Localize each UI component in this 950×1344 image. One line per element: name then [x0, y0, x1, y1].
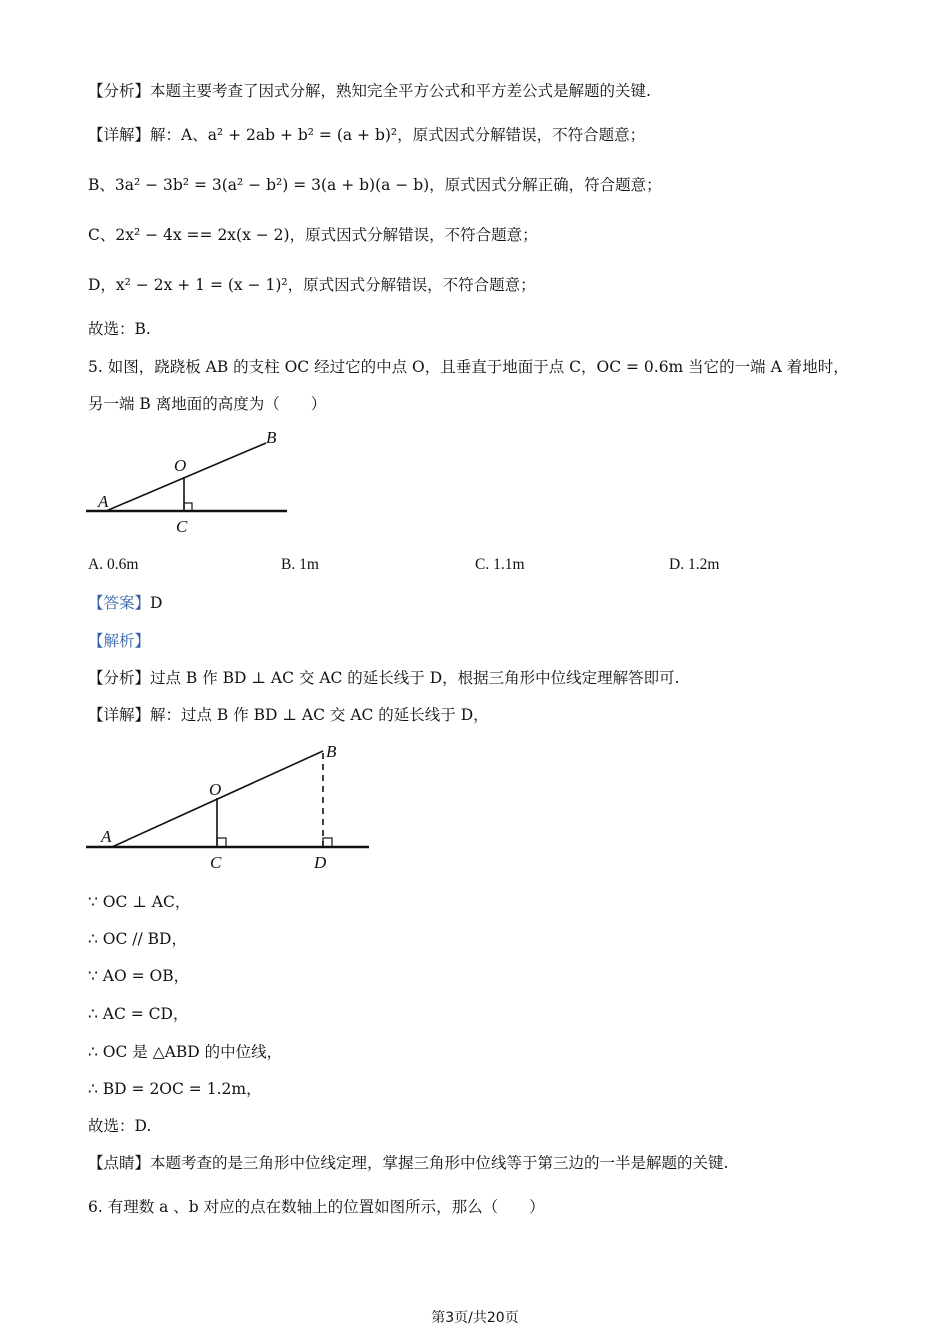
q5-detail: 【详解】解：过点 B 作 BD ⊥ AC 交 AC 的延长线于 D，	[88, 706, 489, 724]
q4-analysis: 【分析】本题主要考查了因式分解，熟知完全平方公式和平方差公式是解题的关键.	[88, 82, 651, 100]
q4-detail-a: 【详解】解：A、a² + 2ab + b² = (a + b)²，原式因式分解错误，不符合题意；	[88, 126, 646, 144]
label-c: C	[176, 517, 188, 536]
label-o: O	[174, 456, 187, 475]
option-a: A. 0.6m	[88, 556, 139, 573]
label-c: C	[210, 853, 222, 872]
q4-choice: 故选：B.	[88, 320, 151, 338]
step-5: ∴ OC 是 △ABD 的中位线，	[88, 1043, 283, 1061]
option-b: B. 1m	[281, 556, 319, 573]
label-o: O	[209, 780, 222, 799]
q5-stem-2: 另一端 B 离地面的高度为（ ）	[88, 395, 327, 413]
label-b: B	[266, 428, 277, 447]
label-a: A	[101, 827, 112, 846]
right-angle-mark-c	[217, 838, 226, 847]
answer-tag: 【答案】	[88, 594, 151, 612]
page-footer: 第3页/共20页	[431, 1310, 519, 1326]
q6-stem: 6. 有理数 a 、b 对应的点在数轴上的位置如图所示，那么（ ）	[88, 1198, 545, 1216]
q4-line-d: D，x² − 2x + 1 = (x − 1)²，原式因式分解错误，不符合题意；	[88, 276, 536, 294]
q4-line-c: C、2x² − 4x == 2x(x − 2)，原式因式分解错误，不符合题意；	[88, 226, 538, 244]
q5-answer-line	[88, 592, 162, 614]
q5-stem-1: 5. 如图，跷跷板 AB 的支柱 OC 经过它的中点 O，且垂直于地面于点 C，OC = 0.6m 当它的一端 A 着地时，	[88, 358, 849, 376]
step-6: ∴ BD = 2OC = 1.2m，	[88, 1080, 262, 1098]
step-2: ∴ OC // BD，	[88, 930, 187, 948]
q5-comment: 【点睛】本题考查的是三角形中位线定理，掌握三角形中位线等于第三边的一半是解题的关键.	[88, 1154, 729, 1172]
seesaw-board	[106, 443, 266, 511]
solution-figure	[80, 735, 380, 875]
step-4: ∴ AC = CD，	[88, 1005, 189, 1023]
label-d: D	[314, 853, 327, 872]
label-a: A	[98, 492, 109, 511]
answer-value: D	[150, 594, 163, 612]
step-1: ∵ OC ⊥ AC，	[88, 893, 191, 911]
q4-line-b: B、3a² − 3b² = 3(a² − b²) = 3(a + b)(a − b)，原式因式分解正确，符合题意；	[88, 176, 662, 194]
step-3: ∵ AO = OB，	[88, 967, 190, 985]
option-d: D. 1.2m	[669, 556, 720, 573]
right-angle-mark-d	[323, 838, 332, 847]
q5-jiexi-tag: 【解析】	[88, 632, 151, 650]
label-b: B	[326, 742, 337, 761]
q5-choice: 故选：D.	[88, 1117, 152, 1135]
q5-analysis: 【分析】过点 B 作 BD ⊥ AC 交 AC 的延长线于 D，根据三角形中位线定理解答即可.	[88, 669, 680, 687]
seesaw-figure	[80, 425, 310, 540]
option-c: C. 1.1m	[475, 556, 525, 573]
